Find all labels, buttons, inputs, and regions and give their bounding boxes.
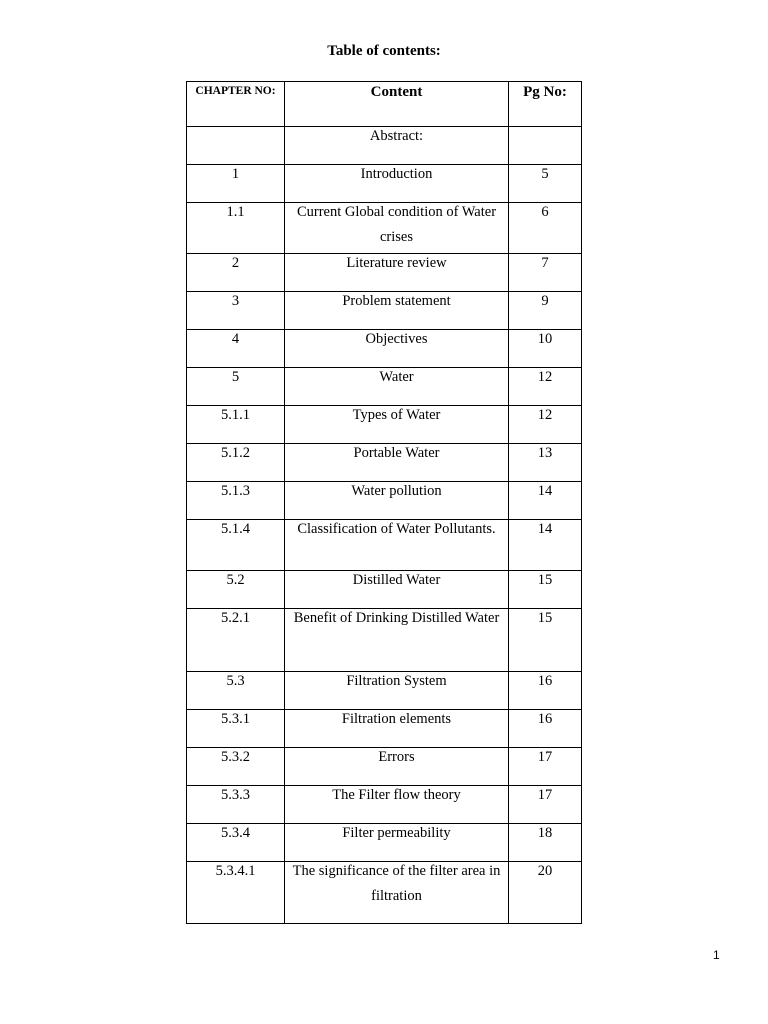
chapter-cell [187,127,285,165]
table-row [187,748,582,786]
content-cell: Filtration elements [285,710,509,748]
chapter-cell: 5.3 [187,672,285,710]
chapter-cell: 1 [187,165,285,203]
content-cell: Problem statement [285,292,509,330]
table-row [187,444,582,482]
page-cell: 14 [509,482,582,520]
chapter-cell: 4 [187,330,285,368]
page-cell: 14 [509,520,582,571]
chapter-cell: 2 [187,254,285,292]
header-page-label: Pg No: [523,84,567,100]
page-cell: 7 [509,254,582,292]
table-row [187,330,582,368]
table-header-row [187,82,582,127]
content-cell: Types of Water [285,406,509,444]
content-cell: Literature review [285,254,509,292]
table-of-contents [186,81,582,924]
page-cell: 15 [509,571,582,609]
table-row [187,127,582,165]
content-cell: Water pollution [285,482,509,520]
table-row [187,609,582,672]
header-page [509,82,582,127]
page-cell: 17 [509,786,582,824]
page-cell: 13 [509,444,582,482]
table-row [187,368,582,406]
page-cell: 15 [509,609,582,672]
chapter-cell: 5.1.2 [187,444,285,482]
content-cell: Benefit of Drinking Distilled Water [285,609,509,672]
content-cell: Water [285,368,509,406]
page-title: Table of contents: [327,43,441,59]
content-cell: Abstract: [285,127,509,165]
chapter-cell: 5.1.1 [187,406,285,444]
table-row [187,710,582,748]
content-cell: Objectives [285,330,509,368]
table-row [187,862,582,924]
page-cell: 18 [509,824,582,862]
chapter-cell: 5.3.1 [187,710,285,748]
table-row [187,406,582,444]
table-row [187,672,582,710]
chapter-cell: 5.2 [187,571,285,609]
chapter-cell: 5.3.4.1 [187,862,285,924]
content-cell: Errors [285,748,509,786]
page-cell: 16 [509,710,582,748]
content-cell: Classification of Water Pollutants. [285,520,509,571]
chapter-cell: 5.3.4 [187,824,285,862]
content-cell: Introduction [285,165,509,203]
chapter-cell: 5 [187,368,285,406]
header-chapter [187,82,285,127]
header-content [285,82,509,127]
table-row [187,571,582,609]
table-body [187,127,582,924]
table-row [187,254,582,292]
table-row [187,786,582,824]
chapter-cell: 5.1.4 [187,520,285,571]
table-row [187,824,582,862]
table-row [187,520,582,571]
page-cell [509,127,582,165]
chapter-cell: 3 [187,292,285,330]
table-row [187,292,582,330]
page-cell: 6 [509,203,582,254]
content-cell: Filtration System [285,672,509,710]
content-cell: Distilled Water [285,571,509,609]
page-cell: 12 [509,406,582,444]
chapter-cell: 5.2.1 [187,609,285,672]
content-cell: Filter permeability [285,824,509,862]
content-cell: The significance of the filter area in filtration [285,862,509,924]
content-cell: The Filter flow theory [285,786,509,824]
chapter-cell: 5.3.2 [187,748,285,786]
header-chapter-label: CHAPTER NO: [195,85,276,97]
table-row [187,482,582,520]
page-cell: 9 [509,292,582,330]
header-content-label: Content [370,84,423,100]
page-cell: 10 [509,330,582,368]
table-row [187,203,582,254]
page-cell: 5 [509,165,582,203]
chapter-cell: 1.1 [187,203,285,254]
page-number: 1 [713,948,720,962]
content-cell: Portable Water [285,444,509,482]
chapter-cell: 5.3.3 [187,786,285,824]
page-cell: 16 [509,672,582,710]
page-cell: 12 [509,368,582,406]
content-cell: Current Global condition of Water crises [285,203,509,254]
table-row [187,165,582,203]
chapter-cell: 5.1.3 [187,482,285,520]
page-cell: 20 [509,862,582,924]
page-cell: 17 [509,748,582,786]
